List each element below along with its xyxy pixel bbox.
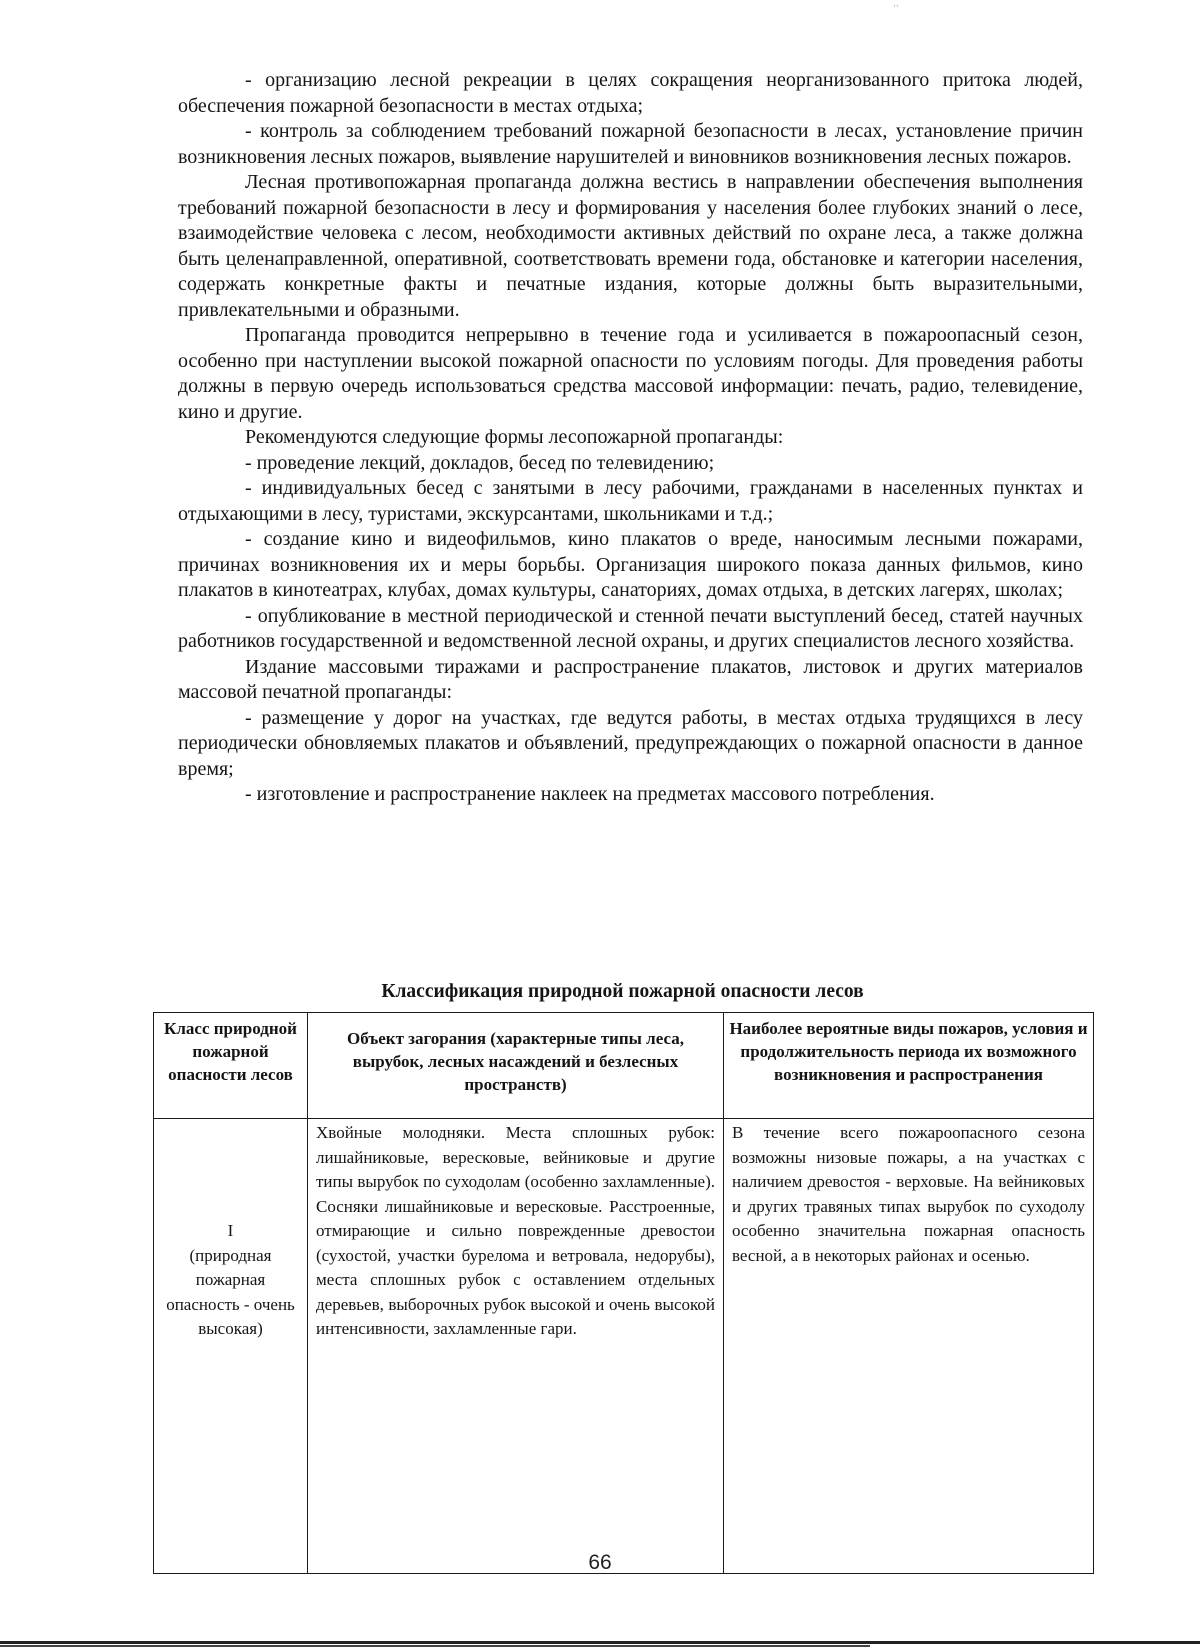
paragraph-control: - контроль за соблюдением требований пожарной безопасности в лесах, установление причин возникновения лесных пожаров, выявление нарушителей и виновников возникновения лесных пожаров.	[178, 120, 1083, 168]
paragraph-recreation: - организацию лесной рекреации в целях сокращения неорганизованного притока людей, обеспечения пожарной безопасности в местах отдыха;	[178, 69, 1083, 117]
class-label: (природная пожарная опасность - очень высокая)	[166, 1245, 295, 1338]
paragraph-propaganda-season: Пропаганда проводится непрерывно в течение года и усиливается в пожароопасный сезон, особенно при наступлении высокой пожарной опасности по условиям погоды. Для проведения работы должны в первую очередь использоваться средства массовой информации: печать, радио, телевидение, кино и другие.	[178, 324, 1083, 423]
header-fire-types: Наиболее вероятные виды пожаров, условия и продолжительность периода их возможного возникновения и распространения	[724, 1013, 1094, 1119]
cell-class	[154, 1119, 308, 1574]
paragraph-forms-intro: Рекомендуются следующие формы лесопожарной пропаганды:	[245, 426, 784, 448]
table-title: Классификация природной пожарной опасности лесов	[381, 981, 864, 1002]
page-number: 66	[588, 1551, 612, 1574]
cell-fire-types: В течение всего пожароопасного сезона возможны низовые пожары, а на участках с наличием древостоя - верховые. На вейниковых и других травяных типах вырубок по суходолу особенно значительна пожарная опасность весной, а в некоторых районах и осенью.	[724, 1119, 1094, 1574]
list-item-lectures: - проведение лекций, докладов, бесед по телевидению;	[245, 451, 715, 474]
class-number: I	[227, 1221, 234, 1240]
paragraph-propaganda-goals: Лесная противопожарная пропаганда должна вестись в направлении обеспечения выполнения требований пожарной безопасности в лесу и формирования у населения более глубоких знаний о лесе, взаимодействие человека с лесом, необходимости активных действий по охране леса, а также должна быть целенаправленной, оперативной, соответствовать времени года, обстановке и категории населения, содержать конкретные факты и печатные издания, которые должны быть выразительными, привлекательными и образными.	[178, 171, 1083, 321]
fire-danger-table	[153, 1012, 1094, 1574]
list-item-films: - создание кино и видеофильмов, кино плакатов о вреде, наносимым лесными пожарами, причинах возникновения их и меры борьбы. Организация широкого показа данных фильмов, кино плакатов в кинотеатрах, клубах, домах культуры, санаториях, домах отдыха, в детских лагерях, школах;	[178, 528, 1083, 601]
bottom-scan-edge	[0, 1641, 1200, 1644]
table-header-row	[154, 1013, 1094, 1119]
list-item-conversations: - индивидуальных бесед с занятыми в лесу рабочими, гражданами в населенных пунктах и отдыхающими в лесу, туристами, экскурсантами, школьниками и т.д.;	[178, 477, 1083, 525]
paragraph-mass-print: Издание массовыми тиражами и распространение плакатов, листовок и других материалов массовой печатной пропаганды:	[178, 655, 1083, 703]
list-item-stickers: - изготовление и распространение наклеек на предметах массового потребления.	[245, 783, 935, 805]
scan-speck: ⋅⋅	[893, 2, 899, 12]
bottom-scan-edge-secondary	[0, 1645, 870, 1647]
cell-object: Хвойные молодняки. Места сплошных рубок: лишайниковые, вересковые, вейниковые и другие типы вырубок по суходолам (особенно захламленные). Сосняки лишайниковые и вересковые. Расстроенные, отмирающие и сильно поврежденные древостои (сухостой, участки бурелома и ветровала, недорубы), места сплошных рубок с оставлением отдельных деревьев, выборочных рубок высокой и очень высокой интенсивности, захламленные гари.	[308, 1119, 724, 1574]
header-class: Класс природной пожарной опасности лесов	[154, 1013, 308, 1119]
list-item-publications: - опубликование в местной периодической и стенной печати выступлений бесед, статей научных работников государственной и ведомственной лесной охраны, и других специалистов лесного хозяйства.	[178, 604, 1083, 652]
list-item-posters: - размещение у дорог на участках, где ведутся работы, в местах отдыха трудящихся в лесу периодически обновляемых плакатов и объявлений, предупреждающих о пожарной опасности в данное время;	[178, 706, 1083, 780]
header-object: Объект загорания (характерные типы леса, вырубок, лесных насаждений и безлесных пространств)	[308, 1013, 724, 1119]
body-text	[178, 68, 1083, 808]
table-row	[154, 1119, 1094, 1574]
